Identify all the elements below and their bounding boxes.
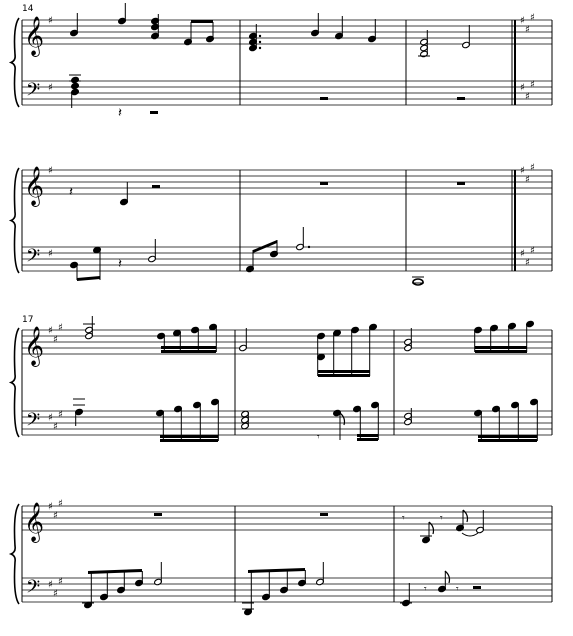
beam bbox=[77, 276, 100, 281]
beam bbox=[191, 20, 213, 23]
beam bbox=[357, 434, 378, 437]
key-sharp-icon: ♯ bbox=[53, 334, 58, 346]
staff-5 bbox=[22, 330, 552, 354]
beam bbox=[475, 350, 527, 353]
brace-icon bbox=[11, 328, 19, 437]
dot bbox=[308, 246, 310, 248]
whole-rest bbox=[320, 513, 328, 516]
whole-rest bbox=[320, 182, 328, 185]
treble-clef-icon: 𝄞 bbox=[24, 502, 45, 542]
key-sharp-icon: ♯ bbox=[48, 248, 53, 260]
chord-note bbox=[71, 76, 80, 83]
beam bbox=[161, 350, 216, 353]
note bbox=[239, 328, 248, 352]
key-sharp-icon: ♯ bbox=[53, 510, 58, 522]
staff-4 bbox=[22, 247, 552, 271]
staff-3 bbox=[22, 170, 552, 194]
staff-2 bbox=[22, 81, 552, 105]
half-rest bbox=[150, 111, 158, 114]
note bbox=[438, 571, 447, 593]
note bbox=[296, 227, 305, 251]
key-sharp-icon: ♯ bbox=[48, 412, 53, 424]
note bbox=[148, 239, 157, 263]
note bbox=[476, 510, 485, 534]
treble-clef-icon: 𝄞 bbox=[24, 326, 45, 366]
beam bbox=[88, 569, 142, 574]
staff-6 bbox=[22, 411, 552, 435]
key-sharp-icon: ♯ bbox=[520, 165, 525, 177]
key-sharp-icon: ♯ bbox=[530, 245, 535, 257]
bass-clef-icon: 𝄢 bbox=[26, 246, 41, 271]
whole-rest bbox=[457, 182, 465, 185]
beam bbox=[160, 435, 218, 438]
key-sharp-icon: ♯ bbox=[520, 15, 525, 27]
notehead bbox=[413, 279, 423, 285]
key-sharp-icon: ♯ bbox=[58, 322, 63, 334]
dot bbox=[259, 35, 261, 37]
treble-clef-icon: 𝄞 bbox=[24, 166, 45, 206]
note bbox=[118, 3, 127, 25]
beam bbox=[478, 439, 537, 442]
key-sharp-icon: ♯ bbox=[48, 82, 53, 94]
system-2 bbox=[22, 315, 33, 325]
bass-clef-icon: 𝄢 bbox=[26, 80, 41, 105]
brace-icon bbox=[11, 504, 19, 604]
tie bbox=[462, 533, 478, 536]
beam bbox=[475, 346, 527, 349]
key-sharp-icon: ♯ bbox=[48, 15, 53, 27]
eighth-rest: 𝄾 bbox=[456, 584, 459, 595]
whole-rest bbox=[154, 513, 162, 516]
notehead bbox=[71, 82, 80, 89]
staff-7 bbox=[22, 506, 552, 530]
key-sharp-icon: ♯ bbox=[58, 576, 63, 588]
beam bbox=[357, 438, 378, 441]
beam bbox=[318, 374, 370, 377]
key-sharp-icon: ♯ bbox=[525, 174, 530, 186]
eighth-rest: 𝄾 bbox=[317, 432, 320, 443]
beam bbox=[318, 370, 370, 373]
bass-clef-icon: 𝄢 bbox=[26, 410, 41, 435]
measure-number-17: 17 bbox=[22, 315, 34, 325]
key-sharp-icon: ♯ bbox=[48, 579, 53, 591]
beam bbox=[478, 435, 537, 438]
whole-note bbox=[413, 279, 423, 285]
note bbox=[154, 562, 163, 586]
music-notation bbox=[11, 3, 552, 616]
dot bbox=[259, 47, 261, 49]
key-sharp-icon: ♯ bbox=[58, 498, 63, 510]
key-sharp-icon: ♯ bbox=[530, 12, 535, 24]
beam bbox=[248, 568, 305, 573]
staff-1 bbox=[22, 20, 552, 44]
key-sharp-icon: ♯ bbox=[520, 248, 525, 260]
key-sharp-icon: ♯ bbox=[53, 588, 58, 600]
key-sharp-icon: ♯ bbox=[48, 325, 53, 337]
key-sharp-icon: ♯ bbox=[48, 501, 53, 513]
beam bbox=[160, 439, 218, 442]
quarter-rest: 𝄽 bbox=[69, 185, 73, 200]
key-sharp-icon: ♯ bbox=[525, 257, 530, 269]
key-sharp-icon: ♯ bbox=[530, 79, 535, 91]
key-sharp-icon: ♯ bbox=[48, 165, 53, 177]
note bbox=[311, 13, 320, 37]
eighth-rest: 𝄾 bbox=[440, 513, 443, 524]
key-sharp-icon: ♯ bbox=[525, 91, 530, 103]
measure-number-14: 14 bbox=[22, 4, 34, 14]
note bbox=[316, 562, 325, 586]
key-sharp-icon: ♯ bbox=[525, 24, 530, 36]
key-sharp-icon: ♯ bbox=[520, 82, 525, 94]
dot bbox=[259, 41, 261, 43]
key-sharp-icon: ♯ bbox=[58, 409, 63, 421]
beam bbox=[161, 346, 216, 349]
half-rest bbox=[152, 185, 160, 188]
whole-rest bbox=[457, 97, 465, 100]
whole-rest bbox=[320, 97, 328, 100]
note bbox=[368, 19, 377, 43]
bass-clef-icon: 𝄢 bbox=[26, 577, 41, 602]
chord-note bbox=[71, 82, 80, 89]
key-sharp-icon: ♯ bbox=[53, 421, 58, 433]
note bbox=[70, 13, 79, 37]
note bbox=[462, 25, 471, 49]
quarter-rest: 𝄽 bbox=[118, 106, 122, 121]
system-1 bbox=[22, 4, 34, 14]
brace-icon bbox=[11, 168, 19, 273]
treble-clef-icon: 𝄞 bbox=[24, 16, 45, 56]
notehead bbox=[71, 76, 80, 83]
brace-icon bbox=[11, 18, 19, 107]
quarter-rest: 𝄽 bbox=[118, 257, 122, 272]
eighth-rest: 𝄾 bbox=[424, 584, 427, 595]
note bbox=[335, 16, 344, 40]
half-rest bbox=[473, 586, 481, 589]
key-sharp-icon: ♯ bbox=[530, 162, 535, 174]
eighth-rest: 𝄾 bbox=[402, 513, 405, 524]
